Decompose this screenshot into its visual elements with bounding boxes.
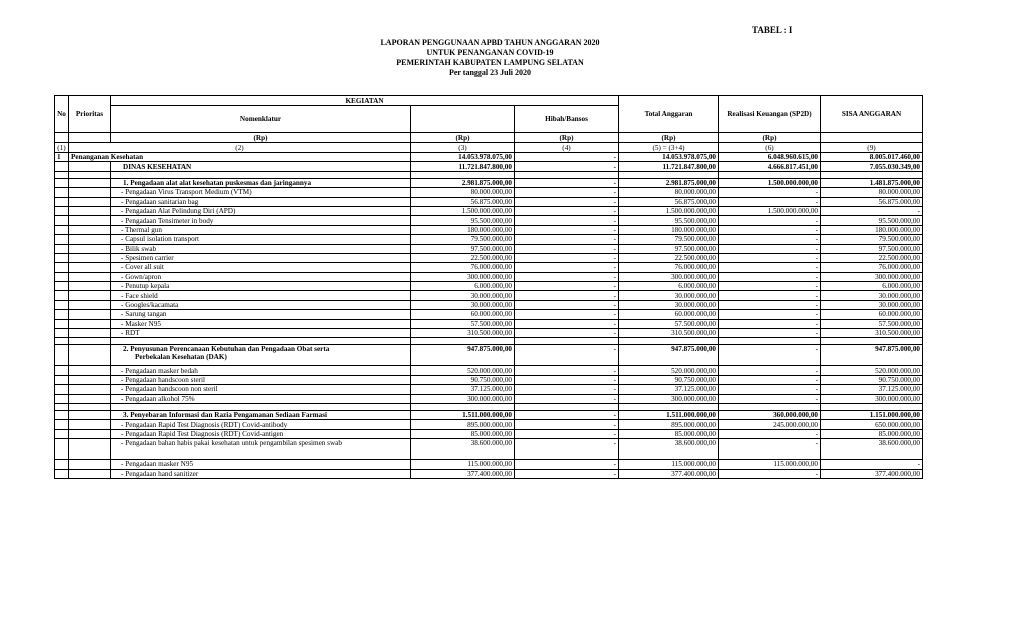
report-title: LAPORAN PENGGUNAAN APBD TAHUN ANGGARAN 2020 (380, 38, 600, 47)
table-row: - Gown/apron 300.000.000,00 - 300.000.000,00 - 300.000.000,00 (55, 272, 923, 281)
item-name: - Pengadaan hand sanitizer (111, 469, 411, 478)
item-name: - Pengadaan handscoon steril (111, 375, 411, 384)
item-name: - Pengadaan Rapid Test Diagnosis (RDT) Covid-antigen (111, 429, 411, 438)
spacer-row (55, 171, 923, 178)
dinas-row: DINAS KESEHATAN 11.721.847.800,00 - 11.721.847.800,00 4.666.817.451,00 7.055.030.349,00 (55, 162, 923, 171)
col-anggaran (411, 106, 515, 133)
header-row-1 (55, 96, 923, 106)
item-name: - Pengadaan bahan habis pakai kesehatan untuk pengambilan spesimen swab (111, 439, 411, 460)
item-name: - RDT (111, 329, 411, 338)
report-government: PEMERINTAH KABUPATEN LAMPUNG SELATAN (396, 58, 584, 67)
item-name: - Pengadaan Rapid Test Diagnosis (RDT) Covid-antibody (111, 420, 411, 429)
table-row: - Pengadaan Tensimeter in body 95.500.000,00 - 95.500.000,00 - 95.500.000,00 (55, 216, 923, 225)
table-row: - Thermal gun 180.000.000,00 - 180.000.000,00 - 180.000.000,00 (55, 225, 923, 234)
group-row: 3. Penyebaran Informasi dan Razia Pengamanan Sediaan Farmasi 1.511.000.000,00 - 1.511.000.000,00 360.000.000,00 1.151.000.000,00 (55, 410, 923, 419)
report-header (300, 38, 680, 78)
table-row: - Pengadaan masker N95 115.000.000,00 - 115.000.000,00 115.000.000,00 - (55, 460, 923, 469)
table-row: - Face shield 30.000.000,00 - 30.000.000,00 - 30.000.000,00 (55, 291, 923, 300)
report-date: Per tanggal 23 Juli 2020 (448, 68, 532, 77)
budget-table (54, 95, 923, 479)
item-name: - Pengadaan masker N95 (111, 460, 411, 469)
item-name: - Cover all suit (111, 263, 411, 272)
table-row: - Pengadaan Rapid Test Diagnosis (RDT) Covid-antibody 895.000.000,00 - 895.000.000,00 245.000.000,00 650.000.000,00 (55, 420, 923, 429)
item-name: - Thermal gun (111, 225, 411, 234)
col-kegiatan: KEGIATAN (111, 96, 619, 106)
table-row: - RDT 310.500.000,00 - 310.500.000,00 - 310.500.000,00 (55, 329, 923, 338)
item-name: - Face shield (111, 291, 411, 300)
header-row-rp: (Rp) (Rp) (Rp) (Rp) (Rp) (55, 133, 923, 143)
item-name: - Pengadaan handscoon non steril (111, 385, 411, 394)
col-prioritas: Prioritas (69, 96, 111, 133)
item-name: - Capsul isolation transport (111, 235, 411, 244)
table-row: - Pengadaan hand sanitizer 377.400.000,00 - 377.400.000,00 - 377.400.000,00 (55, 469, 923, 478)
item-name: - Pengadaan Tensimeter in body (111, 216, 411, 225)
table-row: - Penutup kepala 6.000.000,00 - 6.000.000,00 - 6.000.000,00 (55, 282, 923, 291)
table-row: - Pengadaan Alat Pelindung Diri (APD) 1.500.000.000,00 - 1.500.000.000,00 1.500.000.000,00 - (55, 206, 923, 215)
group-row: 1. Pengadaan alat alat kesehatan puskesmas dan jaringannya 2.981.875.000,00 - 2.981.875.000,00 1.500.000.000,00 1.481.875.000,00 (55, 178, 923, 187)
item-name: - Gown/apron (111, 272, 411, 281)
table-row: - Pengadaan Rapid Test Diagnosis (RDT) Covid-antigen 85.000.000,00 - 85.000.000,00 - 85.000.000,00 (55, 429, 923, 438)
item-name: - Spesimen carrier (111, 253, 411, 262)
item-name: - Sarung tangan (111, 310, 411, 319)
col-no: No (55, 96, 69, 133)
item-name: - Pengadaan masker bedah (111, 366, 411, 375)
top-row: 1 Penanganan Kesehatan 14.053.978.075,00 - 14.053.978.075,00 6.048.960.615,00 8.005.017.460,00 (55, 153, 923, 162)
table-row: - Spesimen carrier 22.500.000,00 - 22.500.000,00 - 22.500.000,00 (55, 253, 923, 262)
table-row: - Pengadaan alkohol 75% 300.000.000,00 - 300.000.000,00 - 300.000.000,00 (55, 394, 923, 403)
table-row: - Pengadaan handscoon non steril 37.125.000,00 - 37.125.000,00 - 37.125.000,00 (55, 385, 923, 394)
item-name: - Masker N95 (111, 319, 411, 328)
group-title: 1. Pengadaan alat alat kesehatan puskesmas dan jaringannya (111, 178, 411, 187)
table-row: - Pengadaan sanitarian bag 56.875.000,00 - 56.875.000,00 - 56.875.000,00 (55, 197, 923, 206)
table-row: - Pengadaan bahan habis pakai kesehatan untuk pengambilan spesimen swab 38.600.000,00 - 38.600.000,00 - 38.600.000,00 (55, 439, 923, 460)
spacer-row (55, 403, 923, 410)
col-total: Total Anggaran (619, 96, 719, 133)
group-row: 2. Penyusunan Perencanaan Kebutuhan dan Pengadaan Obat serta Perbekalan Kesehatan (DAK) 947.875.000,00 - 947.875.000,00 - 947.875.000,00 (55, 345, 923, 366)
table-row: - Masker N95 57.500.000,00 - 57.500.000,00 - 57.500.000,00 (55, 319, 923, 328)
table-row: - Pengadaan masker bedah 520.000.000,00 - 520.000.000,00 - 520.000.000,00 (55, 366, 923, 375)
item-name: - Penutup kepala (111, 282, 411, 291)
col-hibah: Hibah/Bansos (515, 106, 619, 133)
col-nomenklatur: Nomenklatur (111, 106, 411, 133)
item-name: - Pengadaan Virus Transport Medium (VTM) (111, 188, 411, 197)
item-name: - Pengadaan alkohol 75% (111, 394, 411, 403)
table-row: - Capsul isolation transport 79.500.000,00 - 79.500.000,00 - 79.500.000,00 (55, 235, 923, 244)
table-row: - Cover all suit 76.000.000,00 - 76.000.000,00 - 76.000.000,00 (55, 263, 923, 272)
header-row-numbers: (1) (2) (3) (4) (5) = (3+4) (6) (9) (55, 143, 923, 153)
table-row: - Googles/kacamata 30.000.000,00 - 30.000.000,00 - 30.000.000,00 (55, 300, 923, 309)
item-name: - Bilik swab (111, 244, 411, 253)
item-name: - Pengadaan Alat Pelindung Diri (APD) (111, 206, 411, 215)
item-name: - Pengadaan sanitarian bag (111, 197, 411, 206)
group-title: 2. Penyusunan Perencanaan Kebutuhan dan Pengadaan Obat serta Perbekalan Kesehatan (DAK) (111, 345, 411, 366)
col-realisasi: Realisasi Keuangan (SP2D) (719, 96, 821, 133)
group-title: 3. Penyebaran Informasi dan Razia Pengamanan Sediaan Farmasi (111, 410, 411, 419)
table-row: - Sarung tangan 60.000.000,00 - 60.000.000,00 - 60.000.000,00 (55, 310, 923, 319)
report-subtitle: UNTUK PENANGANAN COVID-19 (426, 48, 554, 57)
col-sisa: SISA ANGGARAN (821, 96, 923, 133)
spacer-row (55, 338, 923, 345)
table-label: TABEL : I (752, 25, 793, 35)
item-name: - Googles/kacamata (111, 300, 411, 309)
table-row: - Pengadaan handscoon steril 90.750.000,00 - 90.750.000,00 - 90.750.000,00 (55, 375, 923, 384)
table-row: - Bilik swab 97.500.000,00 - 97.500.000,00 - 97.500.000,00 (55, 244, 923, 253)
table-row: - Pengadaan Virus Transport Medium (VTM) 80.000.000,00 - 80.000.000,00 - 80.000.000,00 (55, 188, 923, 197)
